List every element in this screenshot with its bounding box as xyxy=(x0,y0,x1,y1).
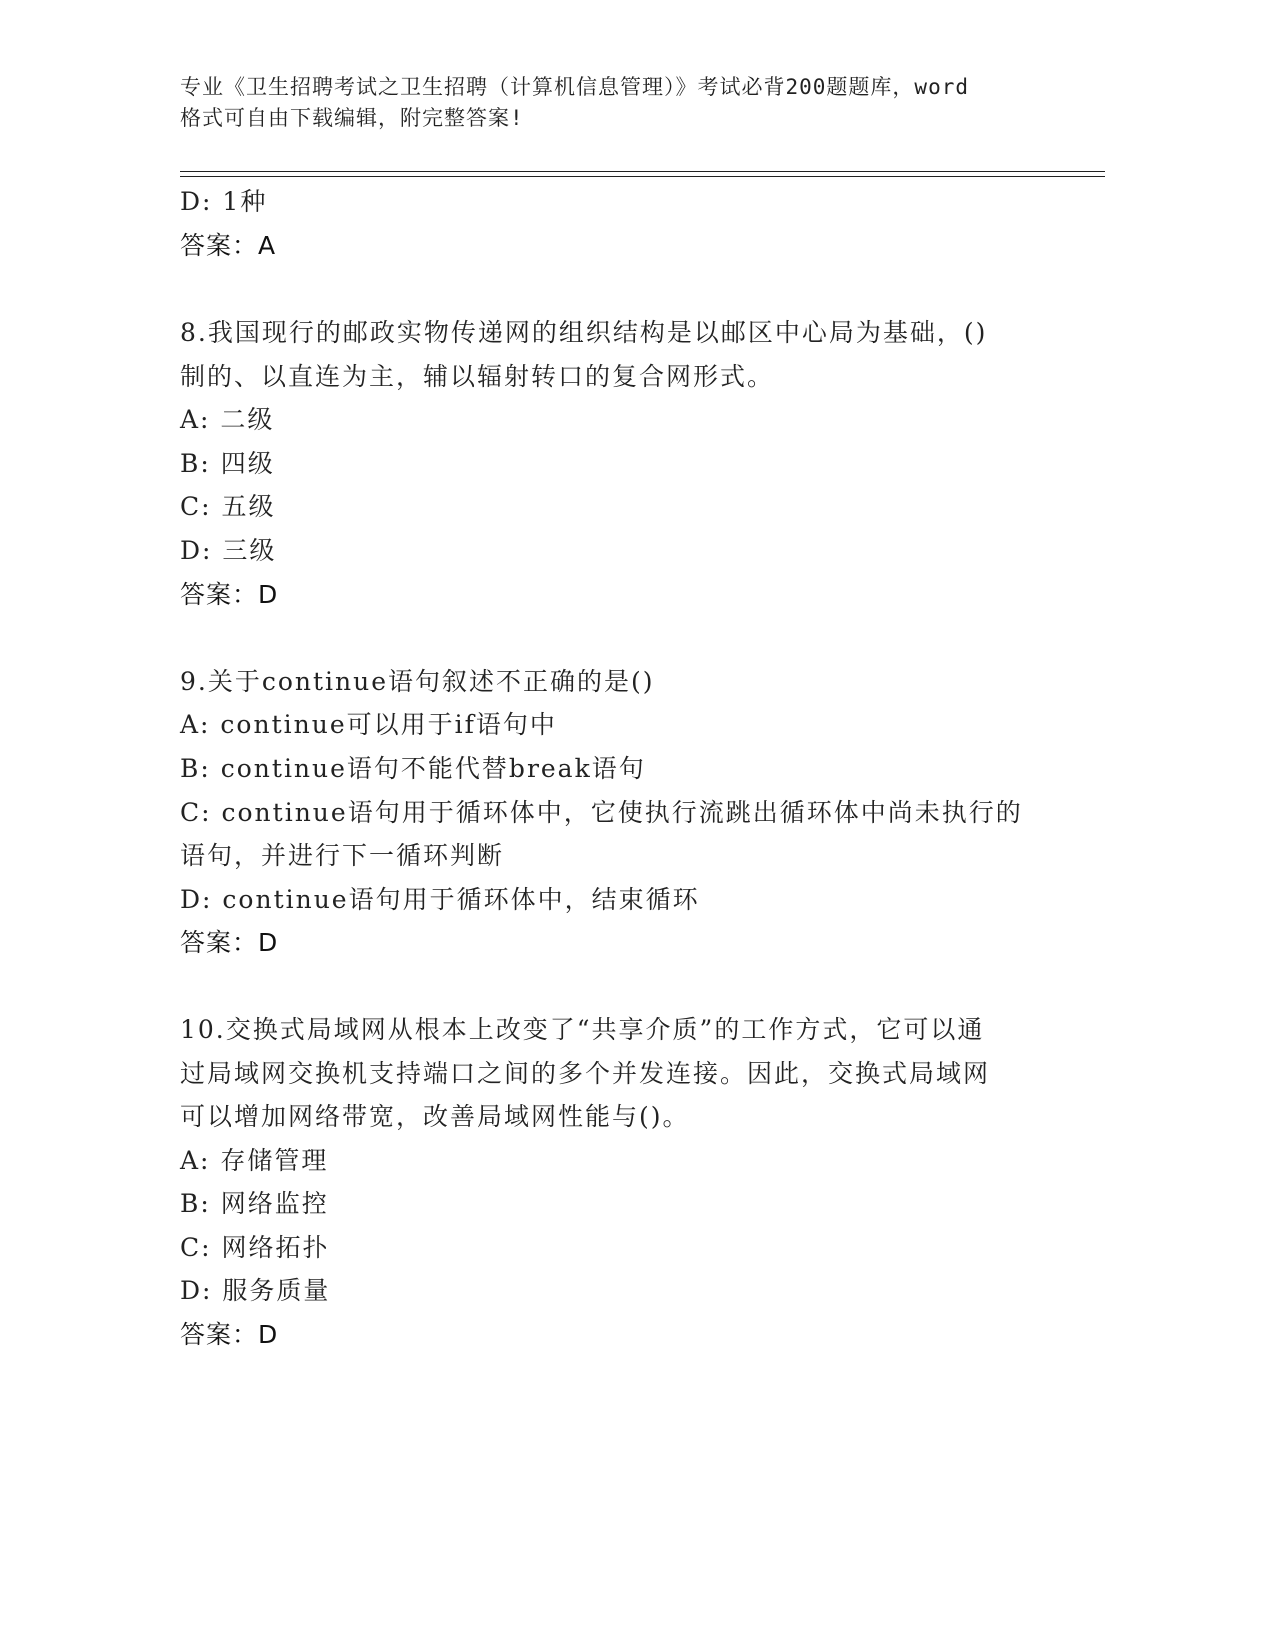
q10-stem-line-2: 过局域网交换机支持端口之间的多个并发连接。因此，交换式局域网 xyxy=(180,1059,991,1088)
q8-option-b: B: 四级 xyxy=(180,449,275,478)
q10-stem-line-3: 可以增加网络带宽，改善局域网性能与()。 xyxy=(180,1102,690,1131)
q10-answer: 答案：D xyxy=(180,1320,279,1349)
q8-stem-line-2: 制的、以直连为主，辅以辐射转口的复合网形式。 xyxy=(180,362,775,391)
prev-answer: 答案：A xyxy=(180,231,277,260)
q10-option-c: C: 网络拓扑 xyxy=(180,1233,330,1262)
header-line-2: 格式可自由下载编辑，附完整答案! xyxy=(180,106,524,130)
q8-answer: 答案：D xyxy=(180,580,279,609)
q8-option-a: A: 二级 xyxy=(180,405,275,434)
q8-option-d: D: 三级 xyxy=(180,536,277,565)
prev-option-d: D: 1种 xyxy=(180,187,268,216)
q8-stem-line-1: 8.我国现行的邮政实物传递网的组织结构是以邮区中心局为基础，() xyxy=(180,318,988,347)
q9-option-c: C: continue语句用于循环体中，它使执行流跳出循环体中尚未执行的 xyxy=(180,798,1023,827)
q10-stem-line-1: 10.交换式局域网从根本上改变了“共享介质”的工作方式，它可以通 xyxy=(180,1015,985,1044)
q8-option-c: C: 五级 xyxy=(180,492,276,521)
q10-option-d: D: 服务质量 xyxy=(180,1276,331,1305)
q9-stem-line-1: 9.关于continue语句叙述不正确的是() xyxy=(180,667,655,696)
header-line-1: 专业《卫生招聘考试之卫生招聘（计算机信息管理）》考试必背200题题库，word xyxy=(180,75,969,99)
q10-option-a: A: 存储管理 xyxy=(180,1146,329,1175)
q10-option-b: B: 网络监控 xyxy=(180,1189,329,1218)
q9-option-d: D: continue语句用于循环体中，结束循环 xyxy=(180,885,700,914)
document-header xyxy=(180,72,1080,134)
q9-option-b: B: continue语句不能代替break语句 xyxy=(180,754,646,783)
header-divider-bottom xyxy=(180,176,1105,177)
header-divider-top xyxy=(180,171,1105,172)
q9-option-a: A: continue可以用于if语句中 xyxy=(180,710,557,739)
q9-option-c-continued: 语句，并进行下一循环判断 xyxy=(180,841,505,870)
q9-answer: 答案：D xyxy=(180,928,279,957)
